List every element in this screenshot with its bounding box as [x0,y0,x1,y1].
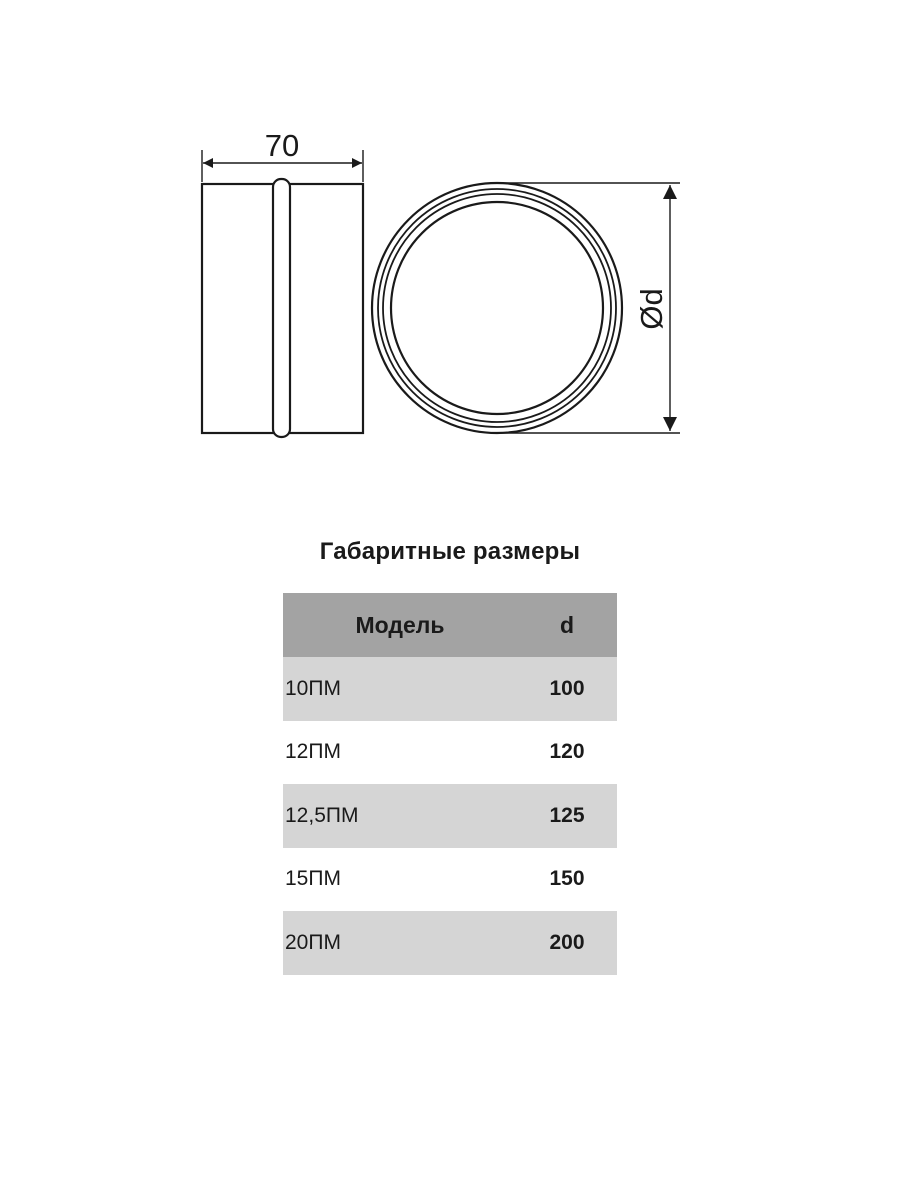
length-label: 70 [264,128,300,163]
diameter-cell: 120 [549,740,585,764]
outer-ring [372,183,622,433]
model-cell: 10ПМ [283,657,517,721]
header-d: d [517,593,617,657]
table-row [283,784,617,848]
ring-3 [383,194,611,422]
diameter-cell: 200 [517,911,617,975]
ring-2 [378,189,616,427]
table-title: Габаритные размеры [319,538,581,565]
table-row [283,911,617,975]
diameter-label: Ød [634,288,669,330]
inner-ring [391,202,603,414]
diameter-cell: 100 [517,657,617,721]
diameter-cell: 150 [549,867,585,891]
model-cell: 12ПМ [285,740,341,764]
model-cell: 15ПМ [285,867,341,891]
dimensions-table [283,593,617,975]
table-row [283,657,617,721]
header-model: Модель [283,593,517,657]
connector-center-rib [273,179,290,437]
diameter-cell: 125 [517,784,617,848]
model-cell: 20ПМ [283,911,517,975]
table-row [283,721,617,785]
table-header-row [283,593,617,657]
side-view [202,179,363,437]
front-view [372,183,622,433]
technical-drawing [0,0,900,480]
model-cell: 12,5ПМ [283,784,517,848]
table-row [283,848,617,912]
